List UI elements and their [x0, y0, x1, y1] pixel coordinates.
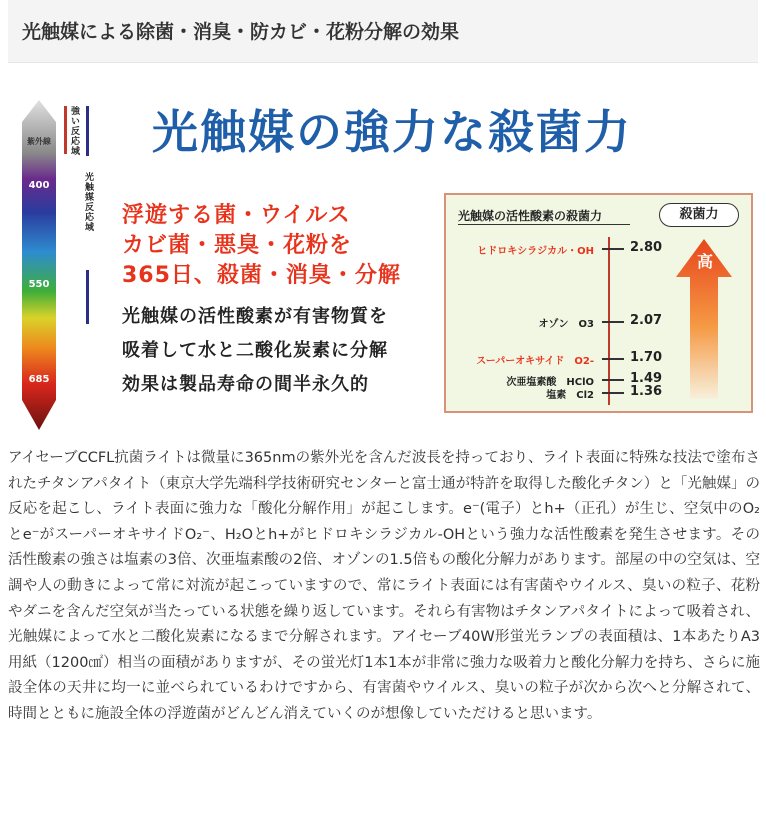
sterilization-power-chart [444, 193, 753, 413]
chart-row-label-0: ヒドロキシラジカル・OH [477, 246, 594, 257]
strong-reaction-line [64, 106, 67, 154]
chart-tick-1 [602, 321, 624, 323]
wavelength-685: 685 [28, 374, 50, 385]
sterilization-power-badge: 殺菌力 [659, 203, 739, 227]
description-text: アイセーブCCFL抗菌ライトは微量に365nmの紫外光を含んだ波長を持っており、ライト表面に特殊な技法で塗布されたチタンアパタイト（東京大学先端科学技術研究センターと富士通が特許を取得した酸化チタン）と「光触媒」の反応を起こし、ライト表面に強力な「酸化分解作用」が起こします。e⁻(電子）とh+（正孔）が生じ、空気中のO₂とe⁻がスーパーオキサイドO₂⁻、H₂Oとh+がヒドロキシラジカル-OHという強力な活性酸素を発生させます。その活性酸素の強さは塩素の3倍、次亜塩素酸の2倍、オゾンの1.5倍もの酸化分解力があります。部屋の中の空気は、空調や人の動きによって常に対流が起こっていますので、常にライト表面には有害菌やウイルス、臭いの粒子、花粉やダニを含んだ空気が当たっている状態を繰り返しています。それら有害物はチタンアパタイトによって吸着され、光触媒によって水と二酸化炭素になるまで分解されます。アイセーブ40W形蛍光ランプの表面積は、1本あたりA3用紙（1200㎠）相当の面積がありますが、その蛍光灯1本1本が非常に強力な吸着力と酸化分解力を持ち、さらに施設全体の天井に均一に並べられているわけですから、有害菌やウイルス、臭いの粒子が次から次へと分解されて、時間とともに施設全体の浮遊菌がどんどん消えていくのが想像していただけると思います。 [8, 450, 760, 722]
photocatalyst-reaction-label: 光触媒反応域 [83, 172, 93, 232]
red-text-line-3: 365日、殺菌・消臭・分解 [122, 263, 401, 288]
chart-row-value-1: 2.07 [630, 313, 663, 328]
red-text-line-2: カビ菌・悪臭・花粉を [122, 233, 353, 258]
wavelength-550: 550 [28, 279, 50, 290]
chart-tick-4 [602, 392, 624, 394]
chart-tick-0 [602, 248, 624, 250]
chart-row-label-4: 塩素 Cl2 [546, 390, 594, 401]
chart-title: 光触媒の活性酸素の殺菌力 [458, 209, 603, 223]
uv-label: 紫外線 [27, 137, 51, 146]
strong-reaction-label: 強い反応域 [69, 106, 79, 156]
chart-row-label-3: 次亜塩素酸 HClO [506, 377, 594, 388]
reaction-line-bottom [86, 270, 89, 324]
description-paragraph [8, 446, 760, 728]
chart-tick-2 [602, 358, 624, 360]
section-title: 光触媒による除菌・消臭・防カビ・花粉分解の効果 [22, 21, 460, 43]
reaction-line-top [86, 106, 89, 156]
red-text-line-1: 浮遊する菌・ウイルス [122, 203, 351, 228]
light-spectrum-bar [22, 100, 56, 430]
section-header [8, 0, 758, 63]
chart-tick-3 [602, 379, 624, 381]
chart-row-label-1: オゾン O3 [538, 319, 594, 330]
chart-title-underline [458, 224, 630, 225]
chart-row-value-3: 1.49 [630, 371, 663, 386]
chart-row-value-2: 1.70 [630, 350, 663, 365]
black-text-line-2: 吸着して水と二酸化炭素に分解 [122, 340, 388, 361]
black-text-line-1: 光触媒の活性酸素が有害物質を [122, 306, 388, 327]
high-label: 高 [697, 252, 714, 271]
chart-row-value-0: 2.80 [630, 240, 663, 255]
wavelength-400: 400 [28, 180, 50, 191]
chart-row-value-4: 1.36 [630, 384, 663, 399]
chart-row-label-2: スーパーオキサイド O2- [476, 356, 594, 367]
figure-title: 光触媒の強力な殺菌力 [152, 105, 632, 159]
black-text-line-3: 効果は製品寿命の間半永久的 [122, 374, 369, 395]
